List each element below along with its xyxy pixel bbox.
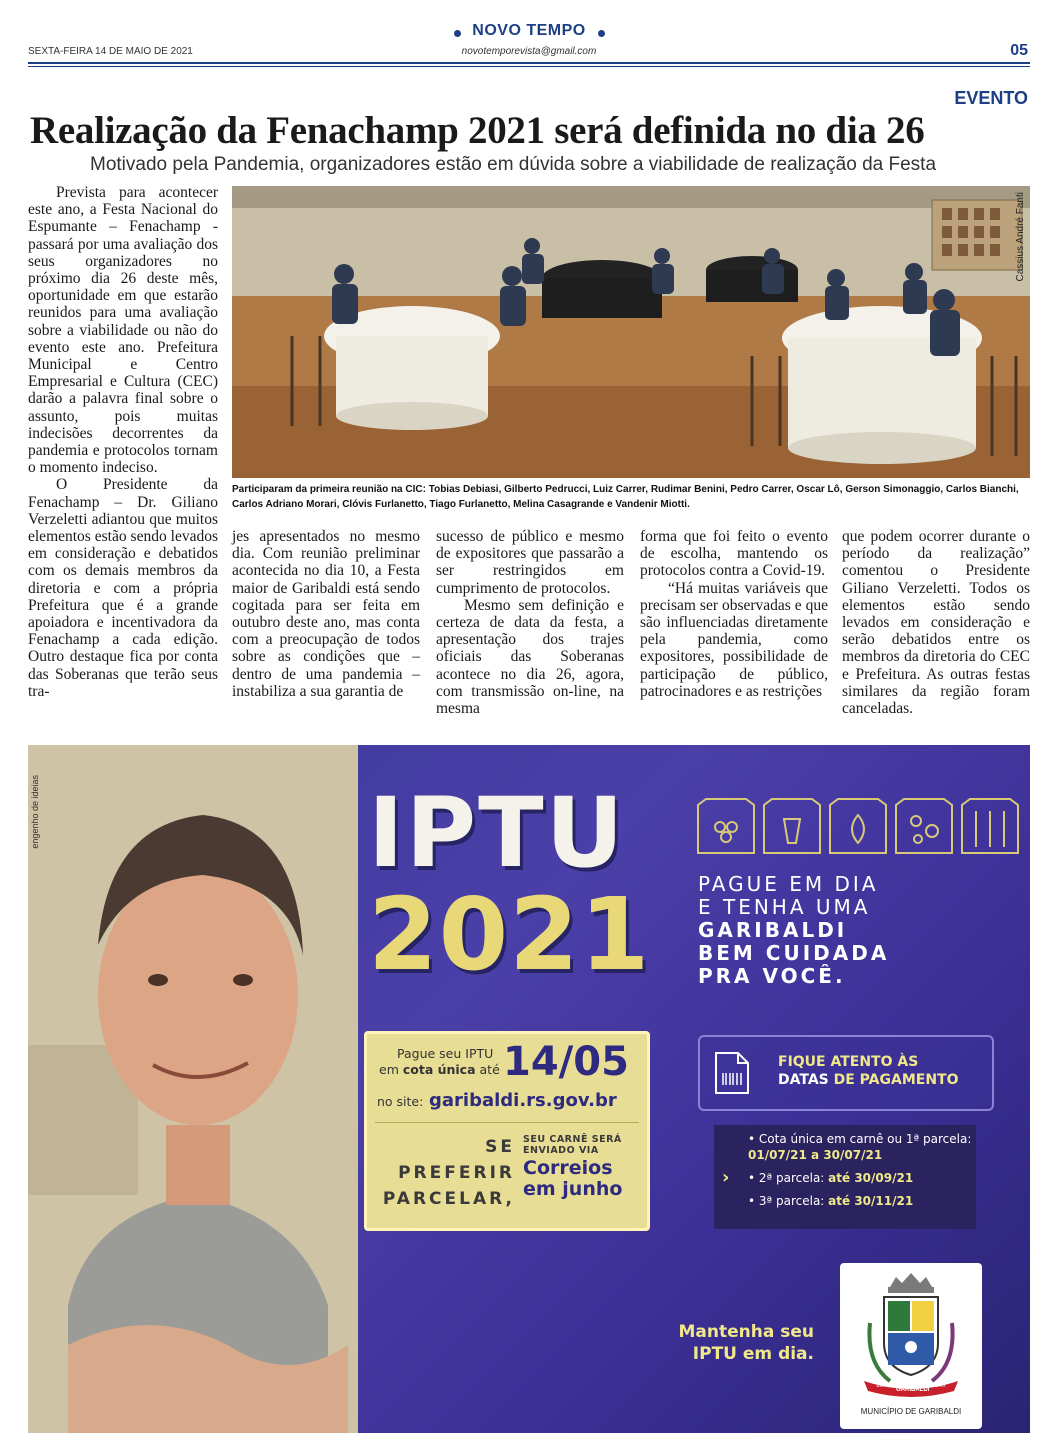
- pay-text-bold: cota única: [402, 1062, 476, 1077]
- article-column-2: [232, 528, 420, 700]
- pay-line: [379, 1062, 500, 1077]
- keep-iptu-slogan: [644, 1321, 814, 1365]
- paragraph: sucesso de público e mesmo de expositores que passarão a ser restringidos em cumprimento de protocolos.: [436, 528, 624, 597]
- notice-text: [778, 1053, 958, 1089]
- pay-line: Pague seu IPTU: [397, 1046, 494, 1061]
- section-label: EVENTO: [954, 88, 1028, 108]
- notice-line: [778, 1071, 958, 1089]
- tagline-line: BEM CUIDADA: [698, 941, 890, 965]
- pay-text: até: [475, 1062, 500, 1077]
- coat-of-arms-icon: [840, 1263, 982, 1403]
- municipality-seal-card: [840, 1263, 982, 1429]
- correios-note: [523, 1158, 622, 1200]
- subheadline: Motivado pela Pandemia, organizadores estão em dúvida sobre a viabilidade de realização da Festa: [90, 154, 937, 175]
- date-item: [748, 1193, 976, 1209]
- article-column-3: [436, 528, 624, 717]
- date-label: • 3ª parcela:: [748, 1194, 829, 1208]
- carne-line: SEU CARNÊ SERÁ: [523, 1134, 622, 1145]
- tagline-line: E TENHA UMA: [698, 895, 871, 919]
- contact-email: novotemporevista@gmail.com: [461, 46, 597, 57]
- divider: [375, 1122, 639, 1123]
- date-label: • Cota única em carnê ou 1ª parcela:: [748, 1132, 972, 1146]
- paragraph: Prevista para acontecer este ano, a Festa Nacional do Espumante – Fenachamp - passará por uma avaliação dos seus organizadores no próximo dia 26 deste mês, oportunidade em que estarão reunidos para uma avaliação sobre a viabilidade ou não do evento este ano. Prefeitura Municipal e Centro Empresarial e Cultura (CEC) darão a palavra final sobre o assunto, pois muitas indecisões decorrentes da pandemia e protocolos tornam o momento indeciso.: [28, 184, 218, 477]
- installment-prompt: [375, 1134, 515, 1212]
- ad-tagline: [698, 873, 889, 988]
- paragraph: que podem ocorrer durante o período da realização” comentou o Presidente Giliano Verzeletti. Todos os elementos estão sendo levados em consideração e serão debatidos entre os membros da diretoria do CEC e Prefeitura. As outras festas similares da região foram canceladas.: [842, 528, 1030, 718]
- ad-title: IPTU: [368, 777, 626, 889]
- seal-year-right: 1900: [932, 1383, 946, 1389]
- site-link[interactable]: garibaldi.rs.gov.br: [429, 1090, 617, 1111]
- issue-date: SEXTA-FEIRA 14 DE MAIO DE 2021: [28, 46, 193, 57]
- installment-dates: [714, 1125, 976, 1229]
- paragraph: Mesmo sem definição e certeza de data da festa, a apresentação dos trajes oficiais das Soberanas acontece no dia 26, agora, com transmissão on-line, na mesma: [436, 596, 624, 718]
- man-portrait-illustration: [28, 745, 358, 1433]
- photo-caption: Participaram da primeira reunião na CIC: Tobias Debiasi, Gilberto Pedrucci, Luiz Carrer, Rudimar Benini, Pedro Carrer, Oscar Lô, Gerson Simonaggio, Carlos Bianchi, Carlos Adriano Morari, Clóvis Furlanetto, Tiago Furlanetto, Melina Casagrande e Vandenir Miotti.: [232, 484, 1019, 510]
- paragraph: jes apresentados no mesmo dia. Com reunião preliminar acontecida no dia 10, a Festa maior de Garibaldi está sendo cogitada para ser feita em outubro deste ano, mas conta com a preocupação de todos sobre as condições que – dentro de uma pandemia – instabiliza a sua garantia de: [232, 528, 420, 700]
- ad-year: 2021: [368, 876, 651, 993]
- notice-yellow: DE PAGAMENTO: [833, 1072, 959, 1088]
- barcode-document-icon: [714, 1051, 750, 1095]
- prompt-line: PARCELAR,: [382, 1189, 515, 1209]
- paragraph: “Há muitas variáveis que precisam ser observadas e que são influenciadas diretamente pela pandemia, como expositores, possibilidade de participação de público, patrocinadores e as restrições: [640, 579, 828, 700]
- date-item: [748, 1131, 976, 1163]
- seal-name: GARIBALDI: [896, 1387, 930, 1393]
- article-column-5: [842, 528, 1030, 717]
- date-value: 01/07/21 a 30/07/21: [748, 1148, 883, 1162]
- slogan-line: IPTU em dia.: [692, 1344, 814, 1364]
- carne-note: [523, 1134, 622, 1156]
- headline: Realização da Fenachamp 2021 será definida no dia 26: [30, 109, 925, 152]
- correios-line: Correios: [523, 1157, 613, 1179]
- article-column-1: [28, 184, 218, 700]
- page-number: 05: [1010, 42, 1028, 59]
- paragraph: forma que foi feito o evento de escolha, mantendo os protocolos contra a Covid-19.: [640, 528, 828, 580]
- site-label: no site:: [377, 1094, 424, 1109]
- agency-tag: engenho de ideias: [30, 775, 40, 849]
- notice-white: DATAS: [778, 1072, 834, 1088]
- due-date: 14/05: [503, 1039, 629, 1085]
- notice-line: FIQUE ATENTO ÀS: [778, 1054, 919, 1070]
- meeting-photo-illustration: [232, 186, 1030, 478]
- payment-dates-notice: [698, 1035, 994, 1111]
- chevron-right-icon: ›: [722, 1167, 730, 1188]
- date-value: até 30/09/21: [828, 1171, 914, 1185]
- meeting-photo: [232, 186, 1030, 478]
- tagline-line: PAGUE EM DIA: [698, 872, 879, 896]
- brand-dot-right: [598, 30, 605, 37]
- seal-year-left: 1870: [876, 1383, 890, 1389]
- prompt-line: SE: [485, 1137, 515, 1157]
- ad-photo-background: [28, 745, 358, 1433]
- date-value: até 30/11/21: [828, 1194, 914, 1208]
- dates-list: [748, 1131, 976, 1216]
- tagline-line: GARIBALDI: [698, 918, 848, 942]
- paragraph: O Presidente da Fenachamp – Dr. Giliano Verzeletti adiantou que muitos elementos estão sendo levados em consideração e debatidos com os demais membros da diretoria e com a própria Prefeitura que é a grande apoiadora e incentivadora da Fenachamp a cada edição. Outro destaque fica por conta das Soberanas que terão seus tra-: [28, 476, 218, 700]
- carne-line: ENVIADO VIA: [523, 1145, 599, 1156]
- masthead: [0, 0, 1058, 70]
- correios-line: em junho: [523, 1178, 623, 1200]
- city-icons-row: [696, 797, 1026, 855]
- prompt-line: PREFERIR: [398, 1163, 515, 1183]
- article-column-4: [640, 528, 828, 700]
- newspaper-name: NOVO TEMPO: [472, 22, 586, 39]
- header-rule: [28, 62, 1030, 64]
- date-item: [748, 1170, 976, 1186]
- date-label: • 2ª parcela:: [748, 1171, 829, 1185]
- photo-credit: Cassius André Fanti: [1015, 192, 1026, 282]
- header-rule-thin: [28, 66, 1030, 67]
- iptu-advertisement: [28, 745, 1030, 1433]
- municipality-label: MUNICÍPIO DE GARIBALDI: [860, 1407, 962, 1416]
- slogan-line: Mantenha seu: [678, 1322, 814, 1342]
- tagline-line: PRA VOCÊ.: [698, 964, 846, 988]
- pay-text: em: [379, 1062, 403, 1077]
- payment-info-box: [364, 1031, 650, 1231]
